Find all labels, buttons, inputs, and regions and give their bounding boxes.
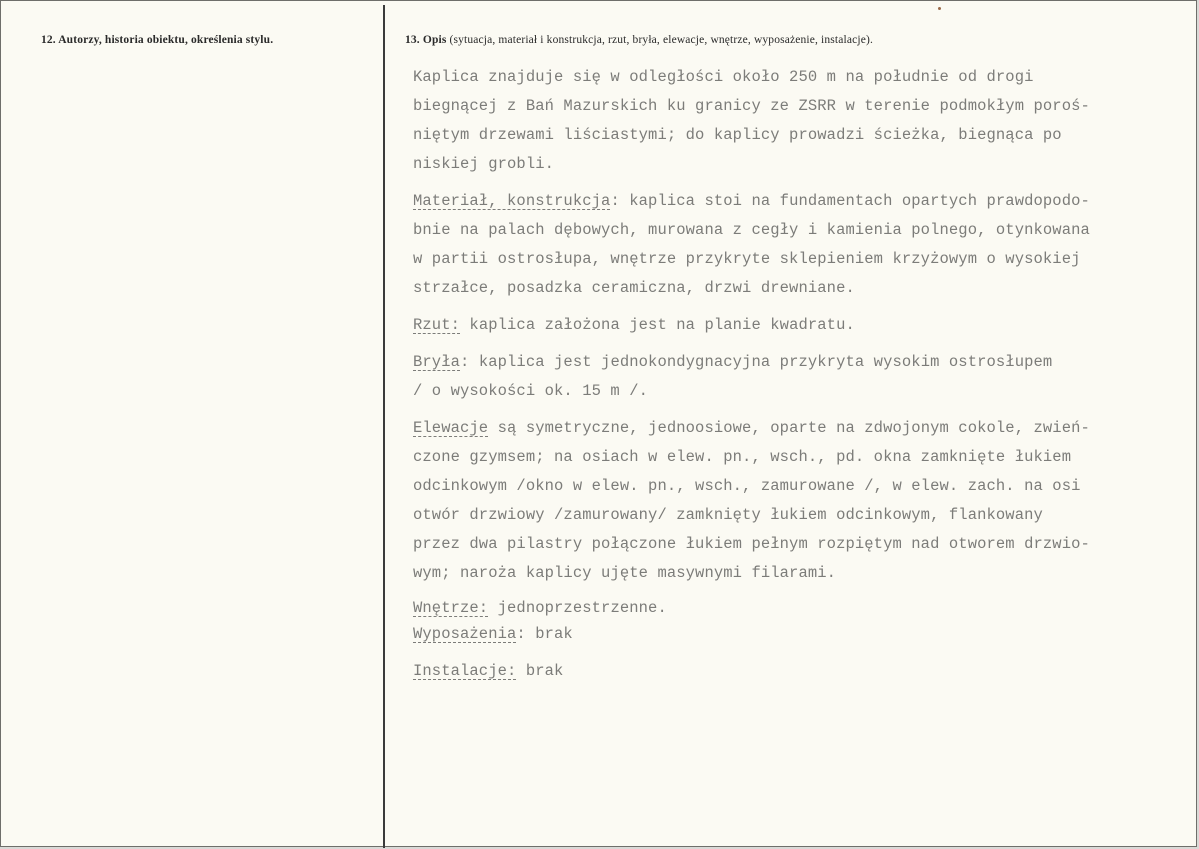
- intro-paragraph: [413, 63, 1183, 179]
- elewacje-first-line: [413, 414, 1183, 443]
- rzut-paragraph: [413, 311, 1183, 340]
- wnetrze-line: [413, 594, 1183, 623]
- section-13-title: 13. Opis: [405, 34, 447, 46]
- material-text: : kaplica stoi na fundamentach opartych prawdopodo-: [610, 192, 1090, 210]
- bryla-heading: Bryła: [413, 353, 461, 371]
- section-13-header: [405, 34, 873, 46]
- elewacje-line: przez dwa pilastry połączone łukiem pełnym rozpiętym nad otworem drzwio-: [413, 535, 1090, 553]
- elewacje-paragraph: [413, 414, 1183, 588]
- wyposazenia-heading: Wyposażenia: [413, 625, 517, 643]
- elewacje-line: wym; naroża kaplicy ujęte masywnymi filarami.: [413, 564, 837, 582]
- instalacje-line: [413, 657, 1183, 686]
- section-13-subtitle: (sytuacja, materiał i konstrukcja, rzut, bryła, elewacje, wnętrze, wyposażenie, instalacje).: [449, 34, 873, 46]
- bryla-paragraph: [413, 348, 1183, 406]
- wyposazenia-paragraph: [413, 620, 1183, 649]
- bryla-line: / o wysokości ok. 15 m /.: [413, 382, 649, 400]
- section-12-header: 12. Autorzy, historia obiektu, określenia stylu.: [41, 34, 274, 46]
- bryla-text: : kaplica jest jednokondygnacyjna przykryta wysokim ostrosłupem: [460, 353, 1053, 371]
- elewacje-line: otwór drzwiowy /zamurowany/ zamknięty łukiem odcinkowym, flankowany: [413, 506, 1043, 524]
- wyposazenia-text: : brak: [516, 625, 573, 643]
- intro-line: biegnącej z Bań Mazurskich ku granicy ze ZSRR w terenie podmokłym poroś-: [413, 97, 1090, 115]
- description-text: [413, 63, 1183, 686]
- material-line: bnie na palach dębowych, murowana z cegły i kamienia polnego, otynkowana: [413, 221, 1090, 239]
- wnetrze-text: jednoprzestrzenne.: [488, 599, 667, 617]
- material-heading: Materiał, konstrukcja: [413, 192, 611, 210]
- intro-line: niskiej grobli.: [413, 155, 555, 173]
- material-line: strzałce, posadzka ceramiczna, drzwi drewniane.: [413, 279, 855, 297]
- elewacje-line: czone gzymsem; na osiach w elew. pn., wsch., pd. okna zamknięte łukiem: [413, 448, 1072, 466]
- rzut-line: [413, 311, 1183, 340]
- instalacje-text: brak: [516, 662, 564, 680]
- elewacje-heading: Elewacje: [413, 419, 489, 437]
- rzut-heading: Rzut:: [413, 316, 461, 334]
- elewacje-text: są symetryczne, jednoosiowe, oparte na zdwojonym cokole, zwień-: [488, 419, 1090, 437]
- instalacje-heading: Instalacje:: [413, 662, 517, 680]
- intro-line: Kaplica znajduje się w odległości około 250 m na południe od drogi: [413, 68, 1034, 86]
- wnetrze-paragraph: [413, 594, 1183, 623]
- material-paragraph: [413, 187, 1183, 303]
- material-line: w partii ostrosłupa, wnętrze przykryte sklepieniem krzyżowym o wysokiej: [413, 250, 1081, 268]
- material-first-line: [413, 187, 1183, 216]
- wnetrze-heading: Wnętrze:: [413, 599, 489, 617]
- column-divider: [383, 5, 385, 848]
- bryla-first-line: [413, 348, 1183, 377]
- wyposazenia-line: [413, 620, 1183, 649]
- rzut-text: kaplica założona jest na planie kwadratu.: [460, 316, 855, 334]
- elewacje-line: odcinkowym /okno w elew. pn., wsch., zamurowane /, w elew. zach. na osi: [413, 477, 1081, 495]
- instalacje-paragraph: [413, 657, 1183, 686]
- intro-line: niętym drzewami liściastymi; do kaplicy prowadzi ścieżka, biegnąca po: [413, 126, 1062, 144]
- ink-mark: [938, 7, 941, 10]
